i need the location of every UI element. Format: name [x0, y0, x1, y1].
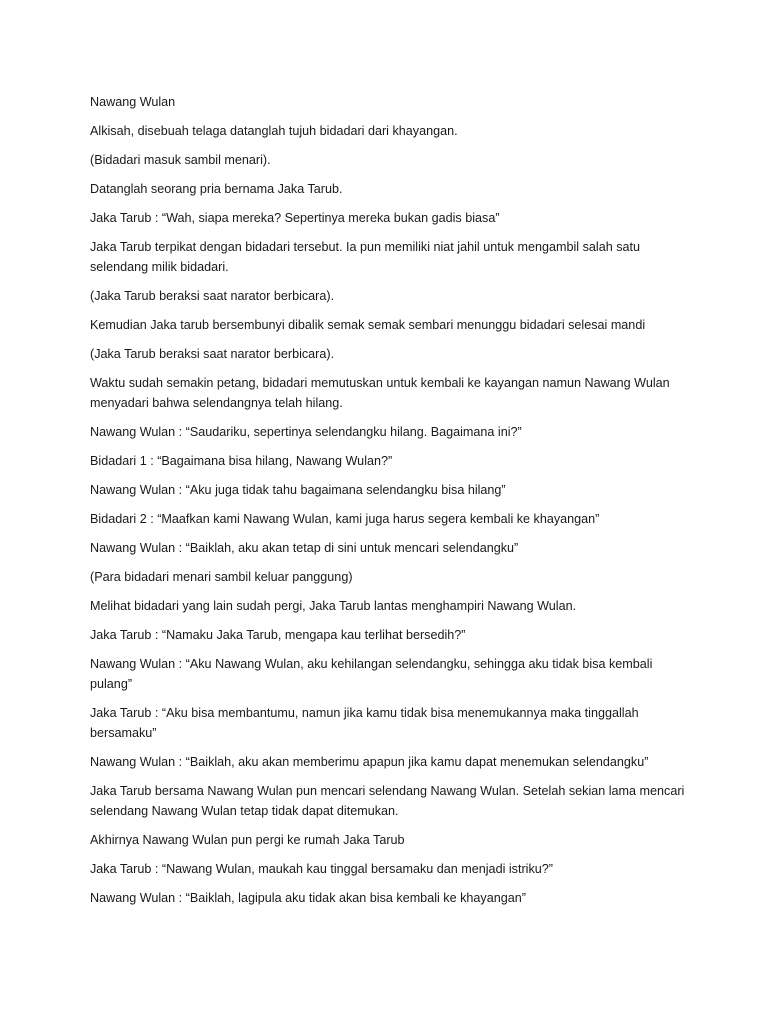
paragraph: (Bidadari masuk sambil menari). [90, 153, 271, 167]
dialogue-line: Nawang Wulan : “Baiklah, aku akan tetap di sini untuk mencari selendangku” [90, 541, 519, 555]
document-body [90, 92, 690, 917]
dialogue-line: Bidadari 1 : “Bagaimana bisa hilang, Nawang Wulan?” [90, 454, 393, 468]
dialogue-line: Nawang Wulan : “Saudariku, sepertinya selendangku hilang. Bagaimana ini?” [90, 425, 522, 439]
dialogue-line: Jaka Tarub : “Wah, siapa mereka? Sepertinya mereka bukan gadis biasa” [90, 211, 500, 225]
dialogue-line: Nawang Wulan : “Baiklah, lagipula aku tidak akan bisa kembali ke khayangan” [90, 891, 526, 905]
paragraph: Akhirnya Nawang Wulan pun pergi ke rumah Jaka Tarub [90, 833, 405, 847]
dialogue-line: Nawang Wulan : “Baiklah, aku akan memberimu apapun jika kamu dapat menemukan selendangku” [90, 755, 649, 769]
paragraph: Jaka Tarub terpikat dengan bidadari tersebut. Ia pun memiliki niat jahil untuk mengambil salah satu selendang milik bidadari. [90, 240, 641, 274]
stage-direction: (Jaka Tarub beraksi saat narator berbicara). [90, 347, 335, 361]
paragraph: Waktu sudah semakin petang, bidadari memutuskan untuk kembali ke kayangan namun Nawang Wulan menyadari bahwa selendangnya telah hilang. [90, 376, 670, 410]
dialogue-line: Nawang Wulan : “Aku juga tidak tahu bagaimana selendangku bisa hilang” [90, 483, 506, 497]
document-title: Nawang Wulan [90, 95, 176, 109]
paragraph: Kemudian Jaka tarub bersembunyi dibalik semak semak sembari menunggu bidadari selesai mandi [90, 318, 646, 332]
paragraph: Alkisah, disebuah telaga datanglah tujuh bidadari dari khayangan. [90, 124, 458, 138]
dialogue-line: Jaka Tarub : “Namaku Jaka Tarub, mengapa kau terlihat bersedih?” [90, 628, 466, 642]
paragraph: Melihat bidadari yang lain sudah pergi, Jaka Tarub lantas menghampiri Nawang Wulan. [90, 599, 577, 613]
dialogue-line: Nawang Wulan : “Aku Nawang Wulan, aku kehilangan selendangku, sehingga aku tidak bisa kembali pulang” [90, 657, 653, 691]
dialogue-line: Jaka Tarub : “Nawang Wulan, maukah kau tinggal bersamaku dan menjadi istriku?” [90, 862, 553, 876]
dialogue-line: Bidadari 2 : “Maafkan kami Nawang Wulan, kami juga harus segera kembali ke khayangan” [90, 512, 600, 526]
dialogue-line: Jaka Tarub : “Aku bisa membantumu, namun jika kamu tidak bisa menemukannya maka tinggallah bersamaku” [90, 706, 639, 740]
paragraph: Jaka Tarub bersama Nawang Wulan pun mencari selendang Nawang Wulan. Setelah sekian lama mencari selendang Nawang Wulan tetap tidak dapat ditemukan. [90, 784, 685, 818]
stage-direction: (Para bidadari menari sambil keluar panggung) [90, 570, 353, 584]
stage-direction: (Jaka Tarub beraksi saat narator berbicara). [90, 289, 335, 303]
paragraph: Datanglah seorang pria bernama Jaka Tarub. [90, 182, 343, 196]
